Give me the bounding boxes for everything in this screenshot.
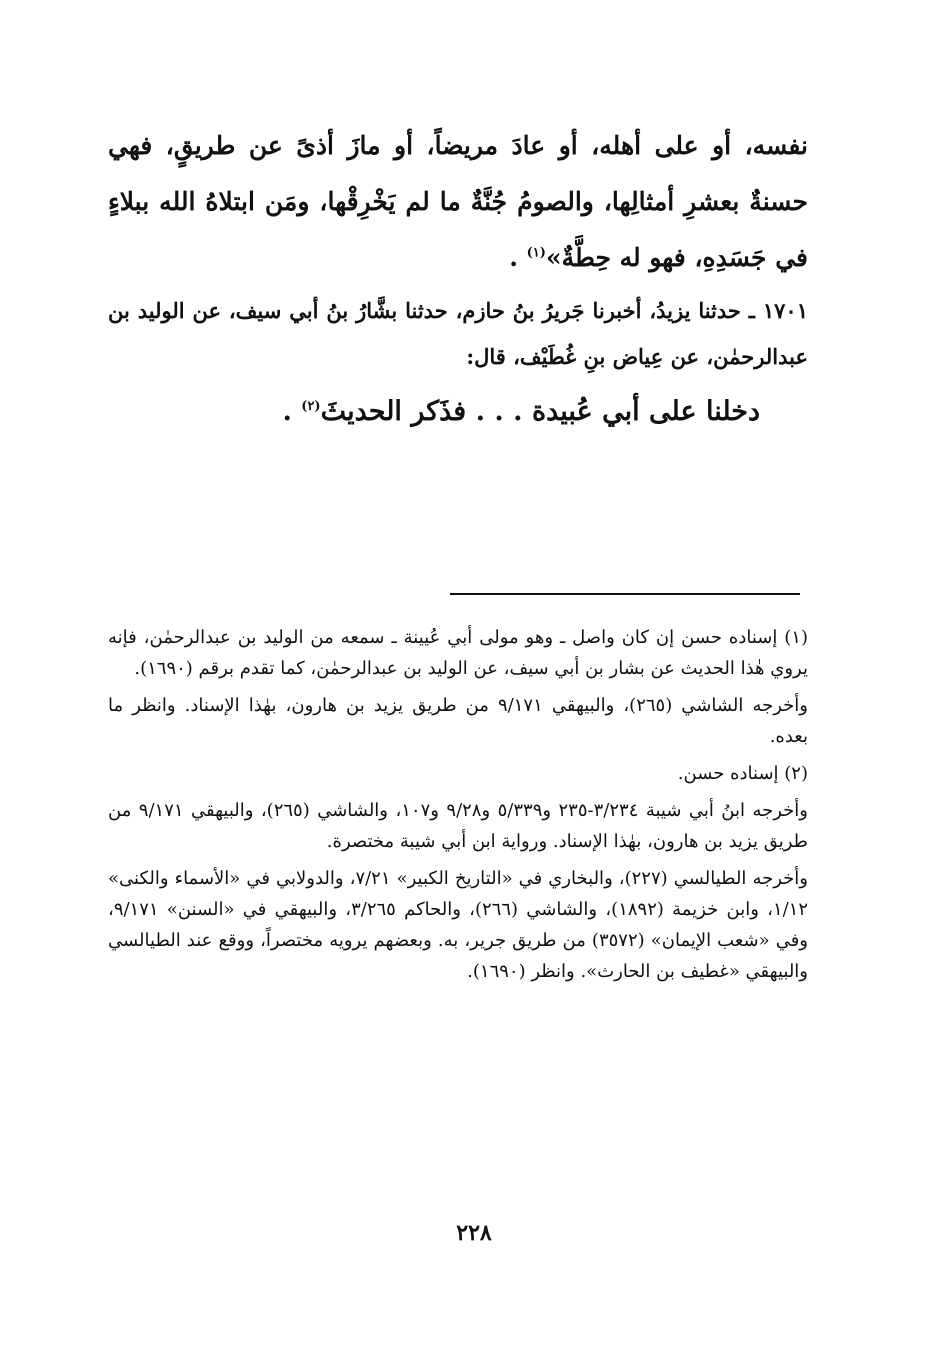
hadith-matn-text: دخلنا على أبي عُبيدة . . . فذَكر الحديثَ	[320, 396, 760, 427]
footnote-ref-2: (٢)	[301, 399, 321, 414]
footnote-1-continuation: وأخرجه الشاشي (٢٦٥)، والبيهقي ٩/١٧١ من طريق يزيد بن هارون، بهٰذا الإسناد. وانظر ما بعده.	[108, 695, 809, 747]
footnote-ref-1: (١)	[526, 245, 546, 261]
period: .	[509, 243, 518, 272]
footnote-2: (٢) إسناده حسن.	[677, 763, 808, 784]
hadith-matn-1701	[108, 388, 808, 436]
hadith-isnad-1701: ١٧٠١ ـ حدثنا يزيدُ، أخبرنا جَريرُ بنُ حازم، حدثنا بشَّارُ بنُ أبي سيف، عن الوليد بن عبدالرحمٰن، عن عِياض بنِ غُطَيْف، قال:	[108, 298, 808, 369]
footnote-separator	[450, 593, 800, 595]
hadith-text-continuation	[108, 118, 808, 286]
footnote-1: (١) إسناده حسن إن كان واصل ـ وهو مولى أبي عُيينة ـ سمعه من الوليد بن عبدالرحمٰن، فإنه يروي هٰذا الحديث عن بشار بن أبي سيف، عن الوليد بن عبدالرحمٰن، كما تقدم برقم (١٦٩٠).	[108, 627, 808, 679]
page-number: ٢٢٨	[456, 1220, 492, 1246]
footnote-2-continuation: وأخرجه ابنُ أبي شيبة ٣/٢٣٤-٢٣٥ و٥/٣٣٩ و٩/٢٨ و١٠٧، والشاشي (٢٦٥)، والبيهقي ٩/١٧١ من طريق يزيد بن هارون، بهٰذا الإسناد. ورواية ابن أبي شيبة مختصرة.	[108, 800, 808, 852]
footnotes	[108, 622, 808, 993]
hadith-text: نفسه، أو على أهله، أو عادَ مريضاً، أو مازَ أذىً عن طريقٍ، فهي حسنةٌ بعشرِ أمثالِها، والصومُ جُنَّةٌ ما لم يَخْرِقْها، ومَن ابتلاهُ الله ببلاءٍ في جَسَدِهِ، فهو له حِطَّةٌ»	[108, 131, 808, 272]
period: .	[282, 396, 292, 427]
footnote-2-continuation-2: وأخرجه الطيالسي (٢٢٧)، والبخاري في «التاريخ الكبير» ٧/٢١، والدولابي في «الأسماء والكنى» ١/١٢، وابن خزيمة (١٨٩٢)، والشاشي (٢٦٦)، والحاكم ٣/٢٦٥، والبيهقي في «السنن» ٩/١٧١، وفي «شعب الإيمان» (٣٥٧٢) من طريق جرير، به. وبعضهم يرويه مختصراً، ووقع عند الطيالسي والبيهقي «غطيف بن الحارث». وانظر (١٦٩٠).	[108, 868, 809, 982]
